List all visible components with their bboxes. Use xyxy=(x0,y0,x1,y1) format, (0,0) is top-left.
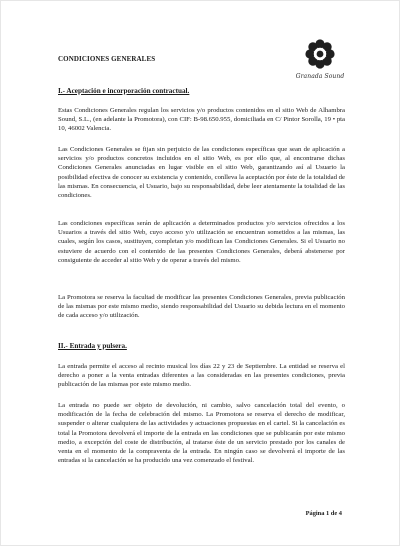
document-title: CONDICIONES GENERALES xyxy=(58,55,156,63)
paragraph: Las condiciones específicas serán de aplicación a determinados productos y/o servicios ofrecidos a los Usuarios a través del sitio Web, cuyo acceso y/o utilización se encuentran sometidos a las mismas, las cuales, según los casos, sustituyen, completan y/o modifican las Condiciones Generales. Si el Usuario no estuviere de acuerdo con el contenido de las presentes Condiciones Generales, deberá abstenerse por consiguiente de acceder al sitio Web y de operar a través del mismo. xyxy=(58,220,345,264)
paragraph: La entrada permite el acceso al recinto musical los días 22 y 23 de Septiembre. La entidad se reserva el derecho a poner a la venta entradas diferentes a las consideradas en las presentes condiciones, previa publicación de las mismas por este mismo medio. xyxy=(58,363,345,389)
paragraph: La Promotora se reserva la facultad de modificar las presentes Condiciones Generales, previa publicación de las mismas por este mismo medio, siendo responsabilidad del Usuario su debida lectura en el momento de cada acceso y/o utilización. xyxy=(58,294,345,320)
logo xyxy=(291,37,349,85)
section-heading-entrada: II.- Entrada y pulsera. xyxy=(58,342,127,350)
logo-text: Granada Sound xyxy=(295,73,345,80)
page-indicator: Página 1 de 4 xyxy=(305,510,342,517)
flower-logo-icon xyxy=(302,37,338,71)
paragraph: La entrada no puede ser objeto de devolución, ni cambio, salvo cancelación total del evento, o modificación de la fecha de celebración del mismo. La Promotora se reserva el derecho de modificar, suspender o alterar cualquiera de las actividades y actuaciones propuestas en el cartel. Si la cancelación es total la Promotora devolverá el importe de la entrada en las condiciones que se publicarán por este mismo medio, a excepción del coste de distribución, al tratarse éste de un servicio prestado por los canales de venta en el momento de la compraventa de la entrada. En ningún caso se devolverá el importe de las entradas si la cancelación se ha producido una vez comenzado el festival. xyxy=(58,402,345,465)
section-heading-aceptacion: I.- Aceptación e incorporación contractual. xyxy=(58,87,190,95)
paragraph: Estas Condiciones Generales regulan los servicios y/o productos contenidos en el sitio Web de Alhambra Sound, S.L., (en adelante la Promotora), con CIF: B-98.650.955, domiciliada en C/ Pintor Sorolla, 19 • pta 10, 46002 Valencia. xyxy=(58,107,345,133)
paragraph: Las Condiciones Generales se fijan sin perjuicio de las condiciones específicas que sean de aplicación a servicios y/o productos concretos incluidos en el sitio Web, es por ello que, al encontrarse dichas Condiciones Generales anunciadas en lugar visible en el sitio Web, garantizando así al Usuario la posibilidad efectiva de conocer su existencia y contenido, conlleva la aceptación por éste de la totalidad de las mismas. En consecuencia, el Usuario, bajo su responsabilidad, debe leer atentamente la totalidad de las condiciones. xyxy=(58,146,345,200)
